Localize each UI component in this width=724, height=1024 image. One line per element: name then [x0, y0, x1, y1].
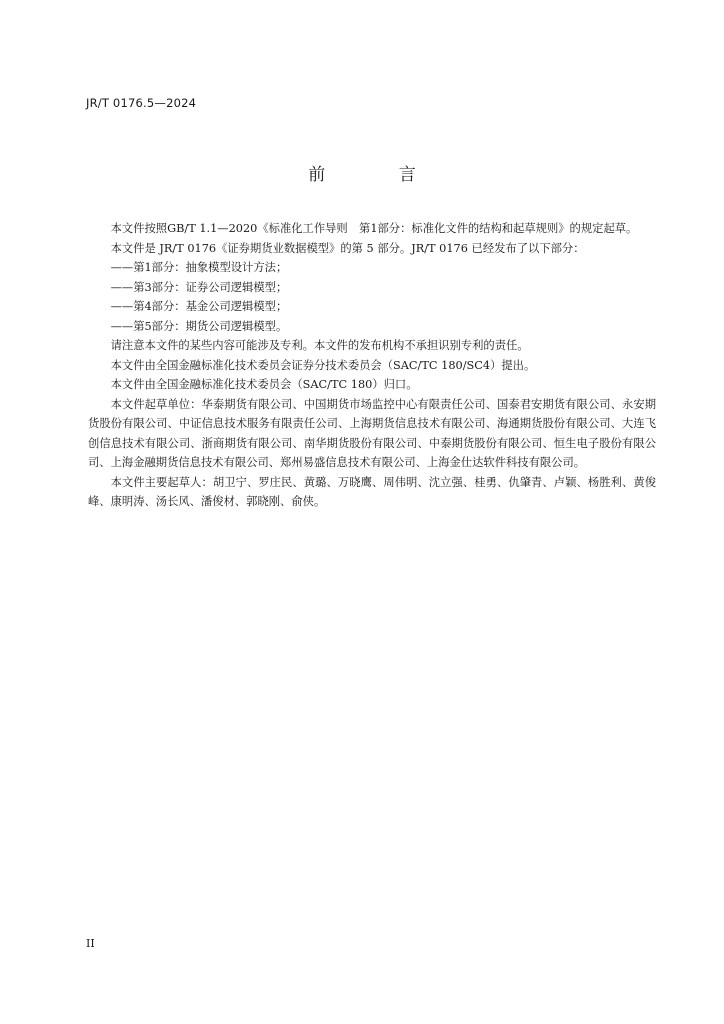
paragraph-centralized-by: 本文件由全国金融标准化技术委员会（SAC/TC 180）归口。	[110, 378, 418, 391]
paragraph-drafting-rules: 本文件按照GB/T 1.1—2020《标准化工作导则 第1部分：标准化文件的结构和起草规则》的规定起草。	[110, 222, 638, 235]
foreword-body	[88, 219, 656, 512]
paragraph-drafters: 本文件主要起草人：胡卫宁、罗庄民、黄璐、万晓鹰、周伟明、沈立强、桂勇、仇肇青、卢颖、杨胜利、黄俊峰、康明涛、汤长风、潘俊材、郭晓刚、俞侠。	[88, 475, 656, 508]
standard-code: JR/T 0176.5—2024	[86, 96, 197, 110]
list-item: ——第5部分：期货公司逻辑模型。	[110, 319, 288, 333]
paragraph-patent-notice: 请注意本文件的某些内容可能涉及专利。本文件的发布机构不承担识别专利的责任。	[110, 339, 529, 352]
paragraph-proposed-by: 本文件由全国金融标准化技术委员会证券分技术委员会（SAC/TC 180/SC4）提出。	[110, 358, 536, 372]
page-number: II	[86, 937, 95, 950]
paragraph-drafting-units: 本文件起草单位：华泰期货有限公司、中国期货市场监控中心有限责任公司、国泰君安期货有限公司、永安期货股份有限公司、中证信息技术服务有限责任公司、上海期货信息技术有限公司、海通期货股份有限公司、大连飞创信息技术有限公司、浙商期货有限公司、南华期货股份有限公司、中泰期货股份有限公司、恒生电子股份有限公司、上海金融期货信息技术有限公司、郑州易盛信息技术有限公司、上海金仕达软件科技有限公司。	[88, 397, 656, 469]
list-item: ——第4部分：基金公司逻辑模型；	[110, 300, 288, 313]
page-title: 前 言	[308, 165, 450, 185]
list-item: ——第3部分：证券公司逻辑模型；	[110, 280, 288, 294]
paragraph-parts-intro: 本文件是 JR/T 0176《证券期货业数据模型》的第 5 部分。JR/T 0176 已经发布了以下部分：	[110, 241, 585, 255]
list-item: ——第1部分：抽象模型设计方法；	[110, 261, 288, 274]
